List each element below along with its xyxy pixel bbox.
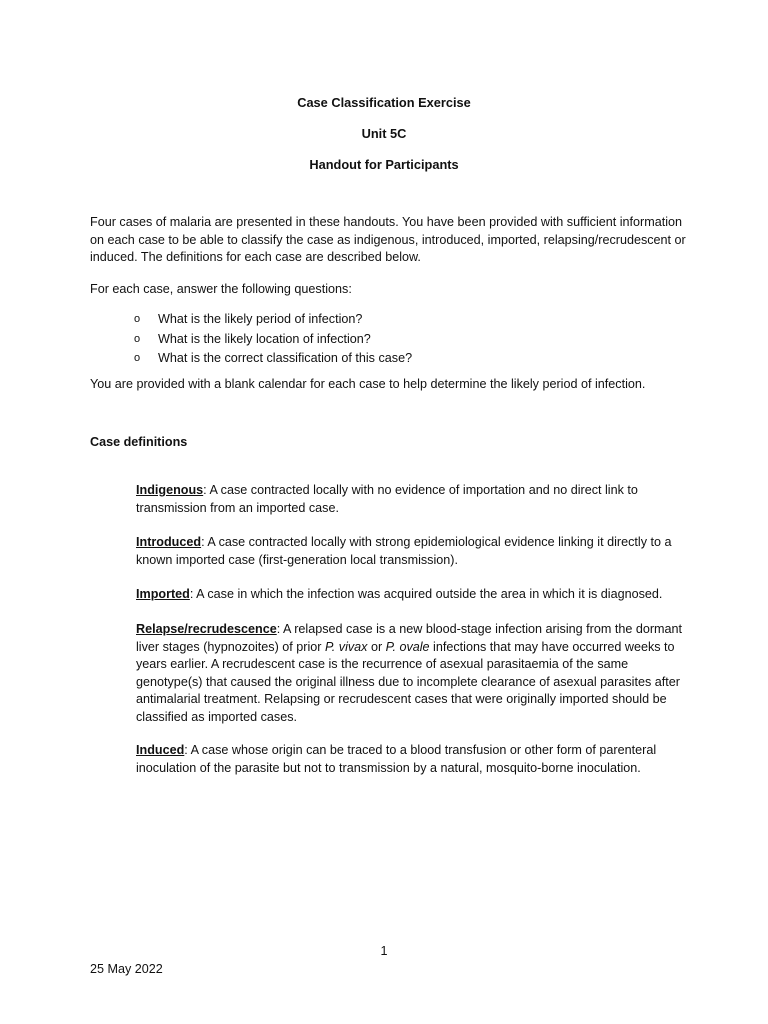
definition-introduced (136, 534, 688, 569)
definition-relapse (136, 621, 688, 726)
bullet-icon: o (134, 352, 141, 364)
footer-date: 25 May 2022 (90, 962, 163, 976)
definition-text: or (367, 639, 386, 654)
definition-text: : A case contracted locally with strong epidemiological evidence linking it directly to a known imported case (first-generation local transmission). (136, 535, 672, 567)
definition-term: Indigenous (136, 483, 204, 497)
page-number: 1 (380, 944, 388, 958)
definition-imported (136, 586, 688, 604)
definition-indigenous (136, 482, 688, 517)
definition-induced (136, 742, 688, 777)
document-subtitle: Handout for Participants (309, 157, 459, 172)
definition-term: Imported (136, 587, 190, 601)
definition-text: infections that may have occurred weeks to years earlier. A recrudescent case is the recurrence of asexual parasitaemia of the same genotype(s) that caused the original illness due to incomplete clearance of asexual parasites after antimalarial treatment. Relapsing or recrudescent cases that were originally imported should be classified as imported cases. (136, 639, 680, 724)
question-list (136, 311, 412, 370)
calendar-note: You are provided with a blank calendar for each case to help determine the likely period of infection. (90, 377, 646, 391)
bullet-icon: o (134, 332, 141, 345)
list-item (136, 311, 412, 331)
intro-paragraph: Four cases of malaria are presented in these handouts. You have been provided with sufficient information on each case to be able to classify the case as indigenous, introduced, imported, relapsing/recrudescent or induced. The definitions for each case are described below. (90, 215, 686, 264)
document-title: Case Classification Exercise (297, 95, 471, 110)
species-name: P. ovale (385, 639, 430, 654)
definition-text: : A case whose origin can be traced to a blood transfusion or other form of parenteral inoculation of the parasite but not to transmission by a natural, mosquito-borne inoculation. (136, 743, 657, 775)
bullet-icon: o (134, 313, 141, 325)
section-heading: Case definitions (90, 435, 188, 449)
definition-term: Introduced (136, 535, 202, 549)
unit-label: Unit 5C (361, 126, 407, 141)
questions-lead: For each case, answer the following questions: (90, 282, 352, 296)
definition-term: Relapse/recrudescence (136, 622, 277, 636)
definition-text: : A case in which the infection was acquired outside the area in which it is diagnosed. (189, 587, 663, 601)
list-item (136, 350, 412, 370)
definition-text: : A relapsed case is a new blood-stage infection arising from the dormant liver stages (hypnozoites) of prior (136, 622, 683, 654)
definition-text: : A case contracted locally with no evidence of importation and no direct link to transmission from an imported case. (136, 483, 638, 515)
question-text: What is the correct classification of this case? (158, 351, 413, 365)
definition-term: Induced (136, 743, 185, 757)
list-item (136, 331, 412, 351)
question-text: What is the likely location of infection? (158, 331, 371, 346)
species-name: P. vivax (325, 639, 368, 654)
question-text: What is the likely period of infection? (158, 312, 363, 326)
